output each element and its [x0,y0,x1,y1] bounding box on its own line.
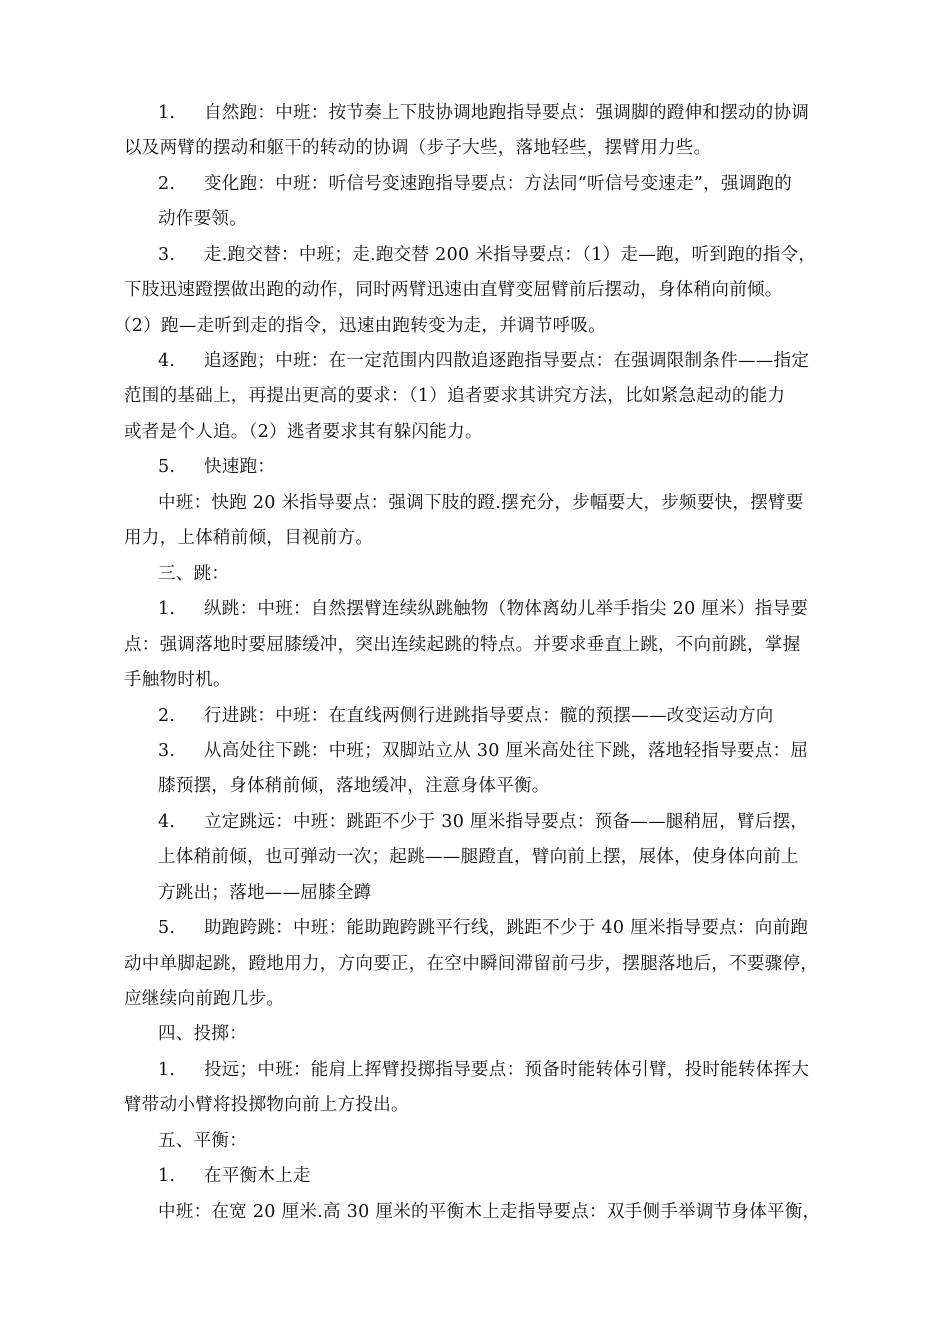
text-line [114,314,606,338]
line-text: 下肢迅速蹬摆做出跑的动作，同时两臂迅速由直臂变屈臂前后摆动，身体稍向前倾。 [124,280,783,300]
text-line [124,668,231,692]
line-text: 或者是个人追。（2）逃者要求其有躲闪能力。 [124,422,483,442]
text-line [158,810,808,834]
item-number: 2. [158,706,176,726]
text-line [158,739,808,763]
item-number: 1. [158,599,176,619]
text-line [158,1164,311,1188]
text-line [124,1093,409,1117]
line-text: 从高处往下跳：中班；双脚站立从 30 厘米高处往下跳，落地轻指导要点：屈 [204,741,809,761]
line-text: 动作要领。 [158,209,247,229]
line-text: 中班：在宽 20 厘米.高 30 厘米的平衡木上走指导要点：双手侧手举调节身体平衡， [158,1202,821,1222]
text-line [158,101,809,125]
line-text: 快速跑： [204,457,276,477]
line-text: 手触物时机。 [124,670,231,690]
item-number: 3. [158,741,176,761]
text-line [158,455,275,479]
line-text: 范围的基础上，再提出更高的要求：（1）追者要求其讲究方法，比如紧急起动的能力 [124,386,786,406]
section-heading [158,1129,247,1153]
line-text: 助跑跨跳：中班：能助跑跨跳平行线，跳距不少于 40 厘米指导要点：向前跑 [204,918,809,938]
item-number: 2. [158,174,176,194]
line-text: 在平衡木上走 [204,1166,311,1186]
line-text: 以及两臂的摆动和躯干的转动的协调（步子大些，落地轻些，摆臂用力些。 [124,138,712,158]
line-text: 臂带动小臂将投掷物向前上方投出。 [124,1095,409,1115]
text-line [124,526,373,550]
text-line [158,704,774,728]
line-text: 动中单脚起跳，蹬地用力，方向要正，在空中瞬间滞留前弓步，摆腿落地后，不要骤停， [124,954,819,974]
item-number: 5. [158,457,176,477]
text-line [158,916,808,940]
line-text: 四、投掷： [158,1024,247,1044]
text-line [158,349,809,373]
text-line [158,207,247,231]
line-text: 上体稍前倾，也可弹动一次；起跳——腿蹬直，臂向前上摆，展体，使身体向前上 [158,847,799,867]
item-number: 1. [158,103,176,123]
line-text: 应继续向前跑几步。 [124,989,285,1009]
line-text: 投远；中班：能肩上挥臂投掷指导要点：预备时能转体引臂，投时能转体挥大 [204,1060,810,1080]
item-number: 4. [158,812,176,832]
line-text: 五、平衡： [158,1131,247,1151]
line-text: 行进跳：中班：在直线两侧行进跳指导要点：髋的预摆——改变运动方向 [204,706,774,726]
text-line [124,952,818,976]
line-text: 追逐跑；中班：在一定范围内四散追逐跑指导要点：在强调限制条件——指定 [204,351,810,371]
item-number: 4. [158,351,176,371]
item-number: 1. [158,1060,176,1080]
line-text: 纵跳：中班：自然摆臂连续纵跳触物（物体离幼儿举手指尖 20 厘米）指导要 [204,599,809,619]
item-number: 5. [158,918,176,938]
line-text: 三、跳： [158,564,230,584]
text-line [158,243,816,267]
section-heading [158,562,229,586]
line-text: 膝预摆，身体稍前倾，落地缓冲，注意身体平衡。 [158,776,550,796]
line-text: 中班：快跑 20 米指导要点：强调下肢的蹬.摆充分，步幅要大，步频要快，摆臂要 [158,493,804,513]
text-line [158,1200,820,1224]
text-line [158,172,792,196]
text-line [158,597,808,621]
line-text: 自然跑：中班：按节奏上下肢协调地跑指导要点：强调脚的蹬伸和摆动的协调 [204,103,810,123]
line-text: 走.跑交替：中班；走.跑交替 200 米指导要点：（1）走—跑，听到跑的指令， [204,245,817,265]
text-line [158,774,550,798]
text-line [124,278,783,302]
text-line [124,136,711,160]
line-text: 用力，上体稍前倾，目视前方。 [124,528,374,548]
text-line [158,845,799,869]
line-text: 点：强调落地时要屈膝缓冲，突出连续起跳的特点。并要求垂直上跳，不向前跳，掌握 [124,635,801,655]
line-text: 方跳出；落地——屈膝全蹲 [158,883,372,903]
section-heading [158,1022,247,1046]
text-line [124,420,483,444]
text-line [124,384,785,408]
item-number: 1. [158,1166,176,1186]
line-text: （2）跑—走听到走的指令，迅速由跑转变为走，并调节呼吸。 [114,316,607,336]
line-text: 立定跳远：中班：跳距不少于 30 厘米指导要点：预备——腿稍屈，臂后摆， [204,812,809,832]
text-line [124,987,284,1011]
item-number: 3. [158,245,176,265]
text-line [158,881,372,905]
text-line [158,491,804,515]
line-text: 变化跑：中班：听信号变速跑指导要点：方法同“听信号变速走”，强调跑的 [204,174,793,194]
text-line [158,1058,809,1082]
text-line [124,633,800,657]
